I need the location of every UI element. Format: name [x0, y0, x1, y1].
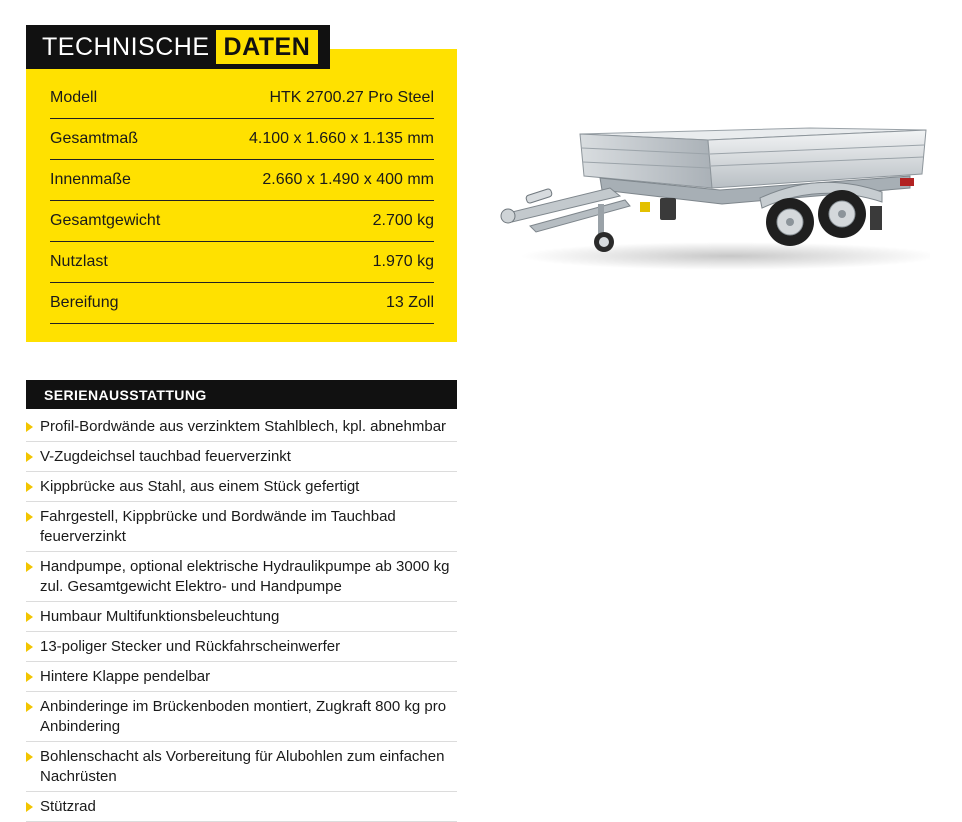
spec-value: 13 Zoll: [385, 294, 434, 311]
spec-row-gesamtgewicht: [50, 201, 434, 242]
spec-label: Modell: [50, 89, 98, 106]
spec-value: 1.970 kg: [372, 253, 434, 270]
spec-row-modell: [50, 78, 434, 119]
triangle-right-icon: [26, 512, 33, 522]
wheel-rear: [818, 190, 866, 238]
spec-label: Gesamtmaß: [50, 130, 139, 147]
spec-value: HTK 2700.27 Pro Steel: [269, 89, 434, 106]
triangle-right-icon: [26, 802, 33, 812]
spec-row-nutzlast: [50, 242, 434, 283]
spec-value: 4.100 x 1.660 x 1.135 mm: [249, 130, 434, 147]
triangle-right-icon: [26, 612, 33, 622]
list-item-text: Hintere Klappe pendelbar: [40, 668, 211, 685]
list-item: [26, 632, 457, 662]
triangle-right-icon: [26, 702, 33, 712]
coupling-head: [501, 209, 515, 223]
list-item: [26, 472, 457, 502]
list-item-text: Handpumpe, optional elektrische Hydraulikpumpe ab 3000 kg zul. Gesamtgewicht Elektro- und Handpumpe: [40, 558, 450, 595]
list-item-text: Fahrgestell, Kippbrücke und Bordwände im Tauchbad feuerverzinkt: [40, 508, 396, 545]
list-item-text: Anbinderinge im Brückenboden montiert, Zugkraft 800 kg pro Anbindering: [40, 698, 447, 735]
list-item-text: Kippbrücke aus Stahl, aus einem Stück gefertigt: [40, 478, 360, 495]
ground-shadow: [520, 242, 930, 270]
rear-light: [900, 178, 914, 186]
rear-support: [870, 206, 882, 230]
list-item-text: 13-poliger Stecker und Rückfahrscheinwerfer: [40, 638, 341, 655]
list-item: [26, 502, 457, 552]
hydraulic-pump: [660, 198, 676, 220]
coupling-handle: [525, 188, 552, 204]
wheel-front: [766, 198, 814, 246]
spec-label: Nutzlast: [50, 253, 108, 270]
spec-label: Gesamtgewicht: [50, 212, 161, 229]
spec-label: Bereifung: [50, 294, 119, 311]
technical-data-table: [50, 78, 434, 324]
spec-value: 2.660 x 1.490 x 400 mm: [262, 171, 434, 188]
list-item: [26, 412, 457, 442]
list-item-text: V-Zugdeichsel tauchbad feuerverzinkt: [40, 448, 291, 465]
list-item: [26, 692, 457, 742]
triangle-right-icon: [26, 422, 33, 432]
triangle-right-icon: [26, 562, 33, 572]
technical-data-title: [26, 25, 330, 69]
list-item: [26, 792, 457, 822]
list-item-text: Bohlenschacht als Vorbereitung für Alubohlen zum einfachen Nachrüsten: [40, 748, 445, 785]
trailer-image: [490, 118, 930, 278]
spec-label: Innenmaße: [50, 171, 131, 188]
spec-value: 2.700 kg: [372, 212, 434, 229]
list-item-text: Humbaur Multifunktionsbeleuchtung: [40, 608, 280, 625]
triangle-right-icon: [26, 752, 33, 762]
list-item-text: Stützrad: [40, 798, 96, 815]
jockey-wheel-post: [598, 204, 604, 234]
triangle-right-icon: [26, 482, 33, 492]
series-equipment-list: [26, 412, 457, 822]
list-item: [26, 662, 457, 692]
list-item: [26, 552, 457, 602]
triangle-right-icon: [26, 672, 33, 682]
list-item: [26, 442, 457, 472]
trailer-front-panel: [580, 134, 712, 188]
list-item: [26, 602, 457, 632]
spec-row-bereifung: [50, 283, 434, 324]
series-equipment-title: SERIENAUSSTATTUNG: [26, 380, 457, 409]
triangle-right-icon: [26, 642, 33, 652]
list-item: [26, 742, 457, 792]
list-item-text: Profil-Bordwände aus verzinktem Stahlblech, kpl. abnehmbar: [40, 418, 447, 435]
title-word-daten: DATEN: [216, 30, 319, 64]
title-word-technische: TECHNISCHE: [42, 32, 210, 61]
spec-row-gesamtmass: [50, 119, 434, 160]
triangle-right-icon: [26, 452, 33, 462]
spec-row-innenmasse: [50, 160, 434, 201]
